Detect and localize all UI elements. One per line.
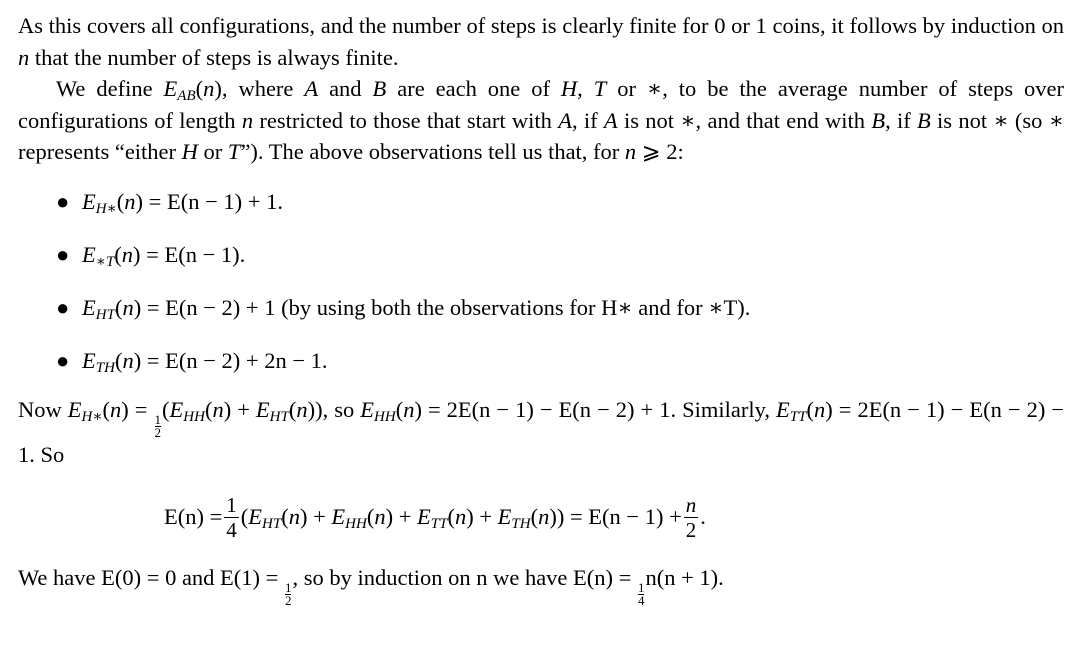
text: We have E(0) = 0 and E(1) = xyxy=(18,565,284,590)
inline-fraction: $\frac{1}{2}$ xyxy=(154,411,162,440)
text-line: that the number of steps is always finite. xyxy=(29,44,399,70)
text: are each one of xyxy=(386,76,561,101)
bullet-icon: ● xyxy=(56,188,70,214)
fraction-denominator: 4 xyxy=(226,517,237,542)
equation-rhs: E(n − 2) + 1 xyxy=(165,294,276,320)
fraction-n-over-2 xyxy=(684,493,699,542)
display-rhs: = E(n − 1) + xyxy=(564,504,682,529)
text: is not ∗ (so ∗ represents “either xyxy=(18,107,1065,164)
equation-rhs: E(n − 1). xyxy=(164,241,246,267)
bullet-item: ● $E_{∗T}(n) = E(n - 1)$. xyxy=(18,235,1064,288)
bullet-icon: ● xyxy=(56,347,70,373)
text: n(n + 1). xyxy=(645,565,724,590)
text: , so xyxy=(322,396,361,422)
text: , if xyxy=(571,107,604,133)
inline-fraction: $\frac{1}{2}$ xyxy=(284,580,292,608)
bullet-item: ● $E_{HT}(n) = E(n - 2) + 1$ (by using both the observations for H∗ and for ∗T). xyxy=(18,288,1064,341)
text-line: As this covers all configurations, and the number of steps is clearly finite for 0 or 1 coins, it xyxy=(18,13,844,38)
text: , so by induction on n we have E(n) = xyxy=(292,565,637,590)
text: We define xyxy=(56,76,164,101)
text: and xyxy=(318,76,373,101)
bullet-list xyxy=(18,182,1064,394)
text: ⩾ 2: xyxy=(636,139,684,164)
fraction-numerator: 1 xyxy=(226,492,237,517)
subscript: TH xyxy=(95,359,115,376)
text: or xyxy=(197,139,228,164)
text: = 2E(n − 1) − E(n − 2) − 1. So xyxy=(18,396,1065,467)
text: restricted to those that start with xyxy=(253,107,559,133)
equation-rhs: E(n − 2) + 2n − 1. xyxy=(165,347,328,373)
display-lhs: E(n) = xyxy=(164,504,223,529)
subscript: ∗T xyxy=(95,253,115,270)
text: = 2E(n − 1) − E(n − 2) + 1. Similarly, xyxy=(421,396,771,422)
fraction-quarter xyxy=(224,493,239,542)
subscript: H∗ xyxy=(95,200,117,217)
paragraph-definition: We define $E_{AB}(n)$, where A and B are each one of H, T or ∗, to be the average number of steps over configurations of length n restricted to those that start with A, if A is not ∗, and that end with B, if B is not ∗ (so ∗ represents “either H or T”). The above observations tell us that, for n ⩾ 2: xyxy=(18,76,1065,164)
text: is not ∗, and that end with xyxy=(617,107,872,133)
paper-page xyxy=(18,10,1064,607)
bullet-icon: ● xyxy=(56,294,70,320)
text: , where xyxy=(221,76,305,101)
fraction-numerator: n xyxy=(685,492,697,517)
fraction-denominator: 2 xyxy=(685,517,697,542)
display-sum: $(E_{HT}(n) + E_{HH}(n) + E_{TT}(n) + E_{TH}(n))$ xyxy=(240,504,565,532)
bullet-item: ● $E_{H∗}(n) = E(n - 1) + 1$. xyxy=(18,182,1064,235)
paragraph-combination: Now $E_{H∗}(n)$ = $\frac{1}{2}$ $(E_{HH}(n) + E_{HT}(n))$, so $E_{HH}(n) = 2E(n - 1) - E(n - 2) + 1$. Similarly, $E_{TT}(n) = 2E(n - 1) - E(n - 2) - 1$. So xyxy=(18,396,1065,467)
inline-fraction: $\frac{1}{4}$ xyxy=(637,580,645,608)
text: or ∗, to be the average number of steps over configurations of length xyxy=(18,76,1065,133)
math-var: n xyxy=(18,44,30,70)
display-equation: E(n) = $\frac{1}{4}$ $(E_{HT}(n) + E_{HH}(n) + E_{TT}(n) + E_{TH}(n))$ = E(n − 1) + $\frac{n}{2}$ . xyxy=(164,492,706,542)
bullet-icon: ● xyxy=(56,241,70,267)
equation-rhs: E(n − 1) + 1. xyxy=(166,188,283,214)
bullet-item: ● $E_{TH}(n) = E(n - 2) + 2n - 1$. xyxy=(18,341,1064,394)
equation-note: (by using both the observations for H∗ and for ∗T). xyxy=(275,294,751,320)
text: ”). The above observations tell us that, for xyxy=(240,139,625,164)
paragraph-finite-steps xyxy=(18,10,1064,73)
subscript: HT xyxy=(95,306,115,323)
text: , if xyxy=(885,107,917,133)
text-line: follows by induction on xyxy=(849,13,1064,38)
text: Now xyxy=(18,396,68,422)
paragraph-conclusion xyxy=(18,562,1064,607)
